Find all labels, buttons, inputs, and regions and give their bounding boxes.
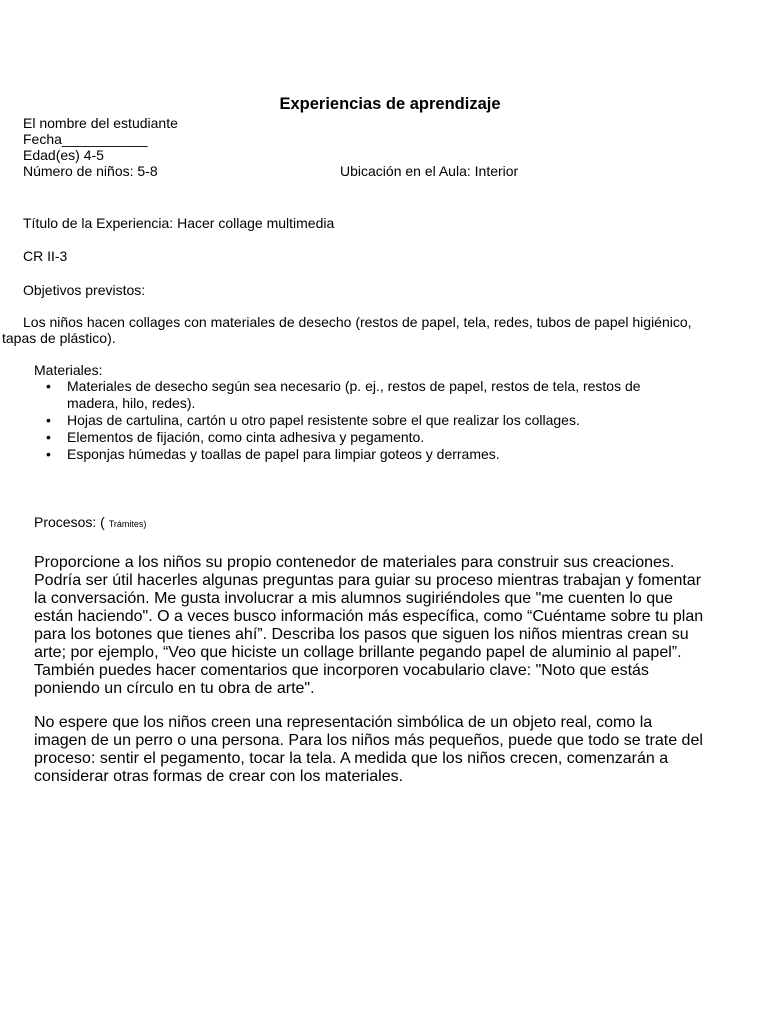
num-children-field: Número de niños: 5-8 — [23, 163, 158, 179]
process-heading — [34, 514, 146, 532]
location-field: Ubicación en el Aula: Interior — [340, 163, 519, 179]
process-note: Trámites) — [108, 519, 147, 529]
code-label: CR II-3 — [23, 248, 68, 264]
ages-field: Edad(es) 4-5 — [23, 147, 104, 163]
materials-list — [46, 378, 716, 463]
process-paragraph-1: Proporcione a los niños su propio contenedor de materiales para construir sus creaciones. Podría ser útil hacerles algunas preguntas para guiar su proceso mientras trabajan y fomentar la conversación. Me gusta involucrar a mis alumnos sugiriéndoles que "me cuenten lo que están haciendo". O a veces busco información más específica, como “Cuéntame sobre tu plan para los botones que tienes ahí”. Describa los pasos que siguen los niños mientras crean su arte; por ejemplo, “Veo que hiciste un collage brillante pegando papel de aluminio al papel”. También puedes hacer comentarios que incorporen vocabulario clave: "Noto que estás poniendo un círculo en tu obra de arte". — [34, 554, 704, 697]
experience-title: Título de la Experiencia: Hacer collage multimedia — [23, 215, 335, 231]
list-item: • Esponjas húmedas y toallas de papel para limpiar goteos y derrames. — [46, 446, 716, 463]
list-item: • Elementos de fijación, como cinta adhesiva y pegamento. — [46, 429, 716, 446]
objectives-text-line1: Los niños hacen collages con materiales de desecho (restos de papel, tela, redes, tubos de papel higiénico, — [23, 314, 692, 330]
process-paragraph-2: No espere que los niños creen una representación simbólica de un objeto real, como la imagen de un perro o una persona. Para los niños más pequeños, puede que todo se trate del proceso: sentir el pegamento, tocar la tela. A medida que los niños crecen, comenzarán a considerar otras formas de crear con los materiales. — [34, 714, 703, 785]
date-field: Fecha___________ — [23, 131, 148, 147]
objectives-label: Objetivos previstos: — [23, 282, 146, 298]
materials-label: Materiales: — [34, 362, 103, 378]
objectives-text-line2: tapas de plástico). — [2, 330, 116, 346]
list-item: • Hojas de cartulina, cartón u otro papel resistente sobre el que realizar los collages. — [46, 412, 716, 429]
process-label: Procesos: ( — [34, 514, 105, 530]
student-name-field: El nombre del estudiante — [23, 115, 178, 131]
page-title: Experiencias de aprendizaje — [279, 95, 501, 113]
list-item: • Materiales de desecho según sea necesario (p. ej., restos de papel, restos de tela, restos de madera, hilo, redes). — [46, 378, 687, 412]
